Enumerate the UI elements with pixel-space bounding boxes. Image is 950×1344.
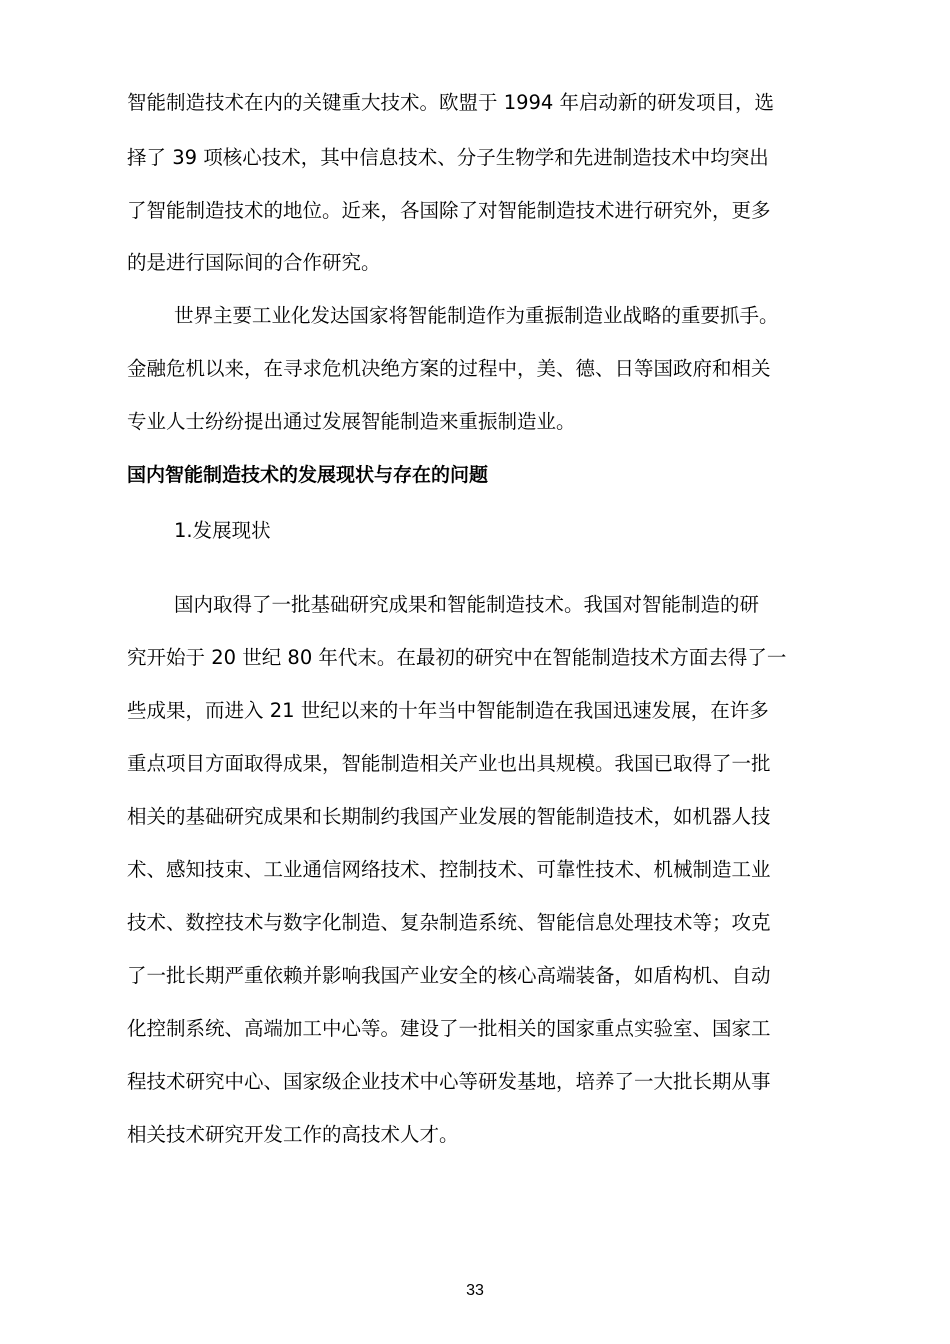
subsection-heading: 1.发展现状 (174, 519, 271, 542)
paragraph-3-line-10: 程技术研究中心、国家级企业技术中心等研发基地，培养了一大批长期从事 (127, 1070, 771, 1093)
paragraph-1-line-2: 择了 39 项核心技术，其中信息技术、分子生物学和先进制造技术中均突出 (127, 146, 769, 169)
paragraph-3-line-4: 重点项目方面取得成果，智能制造相关产业也出具规模。我国已取得了一批 (127, 752, 771, 775)
paragraph-2-line-3: 专业人士纷纷提出通过发展智能制造来重振制造业。 (127, 410, 576, 433)
paragraph-3-line-7: 技术、数控技术与数字化制造、复杂制造系统、智能信息处理技术等；攻克 (127, 911, 771, 934)
paragraph-3-line-8: 了一批长期严重依赖并影响我国产业安全的核心高端装备，如盾构机、自动 (127, 964, 771, 987)
paragraph-3-line-9: 化控制系统、高端加工中心等。建设了一批相关的国家重点实验室、国家工 (127, 1017, 771, 1040)
paragraph-3-line-1: 国内取得了一批基础研究成果和智能制造技术。我国对智能制造的研 (174, 593, 760, 616)
section-heading: 国内智能制造技术的发展现状与存在的问题 (127, 464, 489, 486)
page-number: 33 (466, 1282, 484, 1299)
paragraph-1-line-3: 了智能制造技术的地位。近来，各国除了对智能制造技术进行研究外，更多 (127, 199, 771, 222)
paragraph-1-line-4: 的是进行国际间的合作研究。 (127, 251, 381, 274)
paragraph-3-line-5: 相关的基础研究成果和长期制约我国产业发展的智能制造技术，如机器人技 (127, 805, 771, 828)
paragraph-3-line-6: 术、感知技束、工业通信网络技术、控制技术、可靠性技术、机械制造工业 (127, 858, 771, 881)
paragraph-3-line-2: 究开始于 20 世纪 80 年代末。在最初的研究中在智能制造技术方面去得了一 (127, 646, 787, 669)
paragraph-2-line-1: 世界主要工业化发达国家将智能制造作为重振制造业战略的重要抓手。 (174, 304, 779, 327)
paragraph-3-line-11: 相关技术研究开发工作的高技术人才。 (127, 1123, 459, 1146)
paragraph-3-line-3: 些成果，而进入 21 世纪以来的十年当中智能制造在我国迅速发展，在许多 (127, 699, 769, 722)
paragraph-2-line-2: 金融危机以来，在寻求危机决绝方案的过程中，美、德、日等国政府和相关 (127, 357, 771, 380)
paragraph-1-line-1: 智能制造技术在内的关键重大技术。欧盟于 1994 年启动新的研发项目，选 (127, 91, 775, 114)
